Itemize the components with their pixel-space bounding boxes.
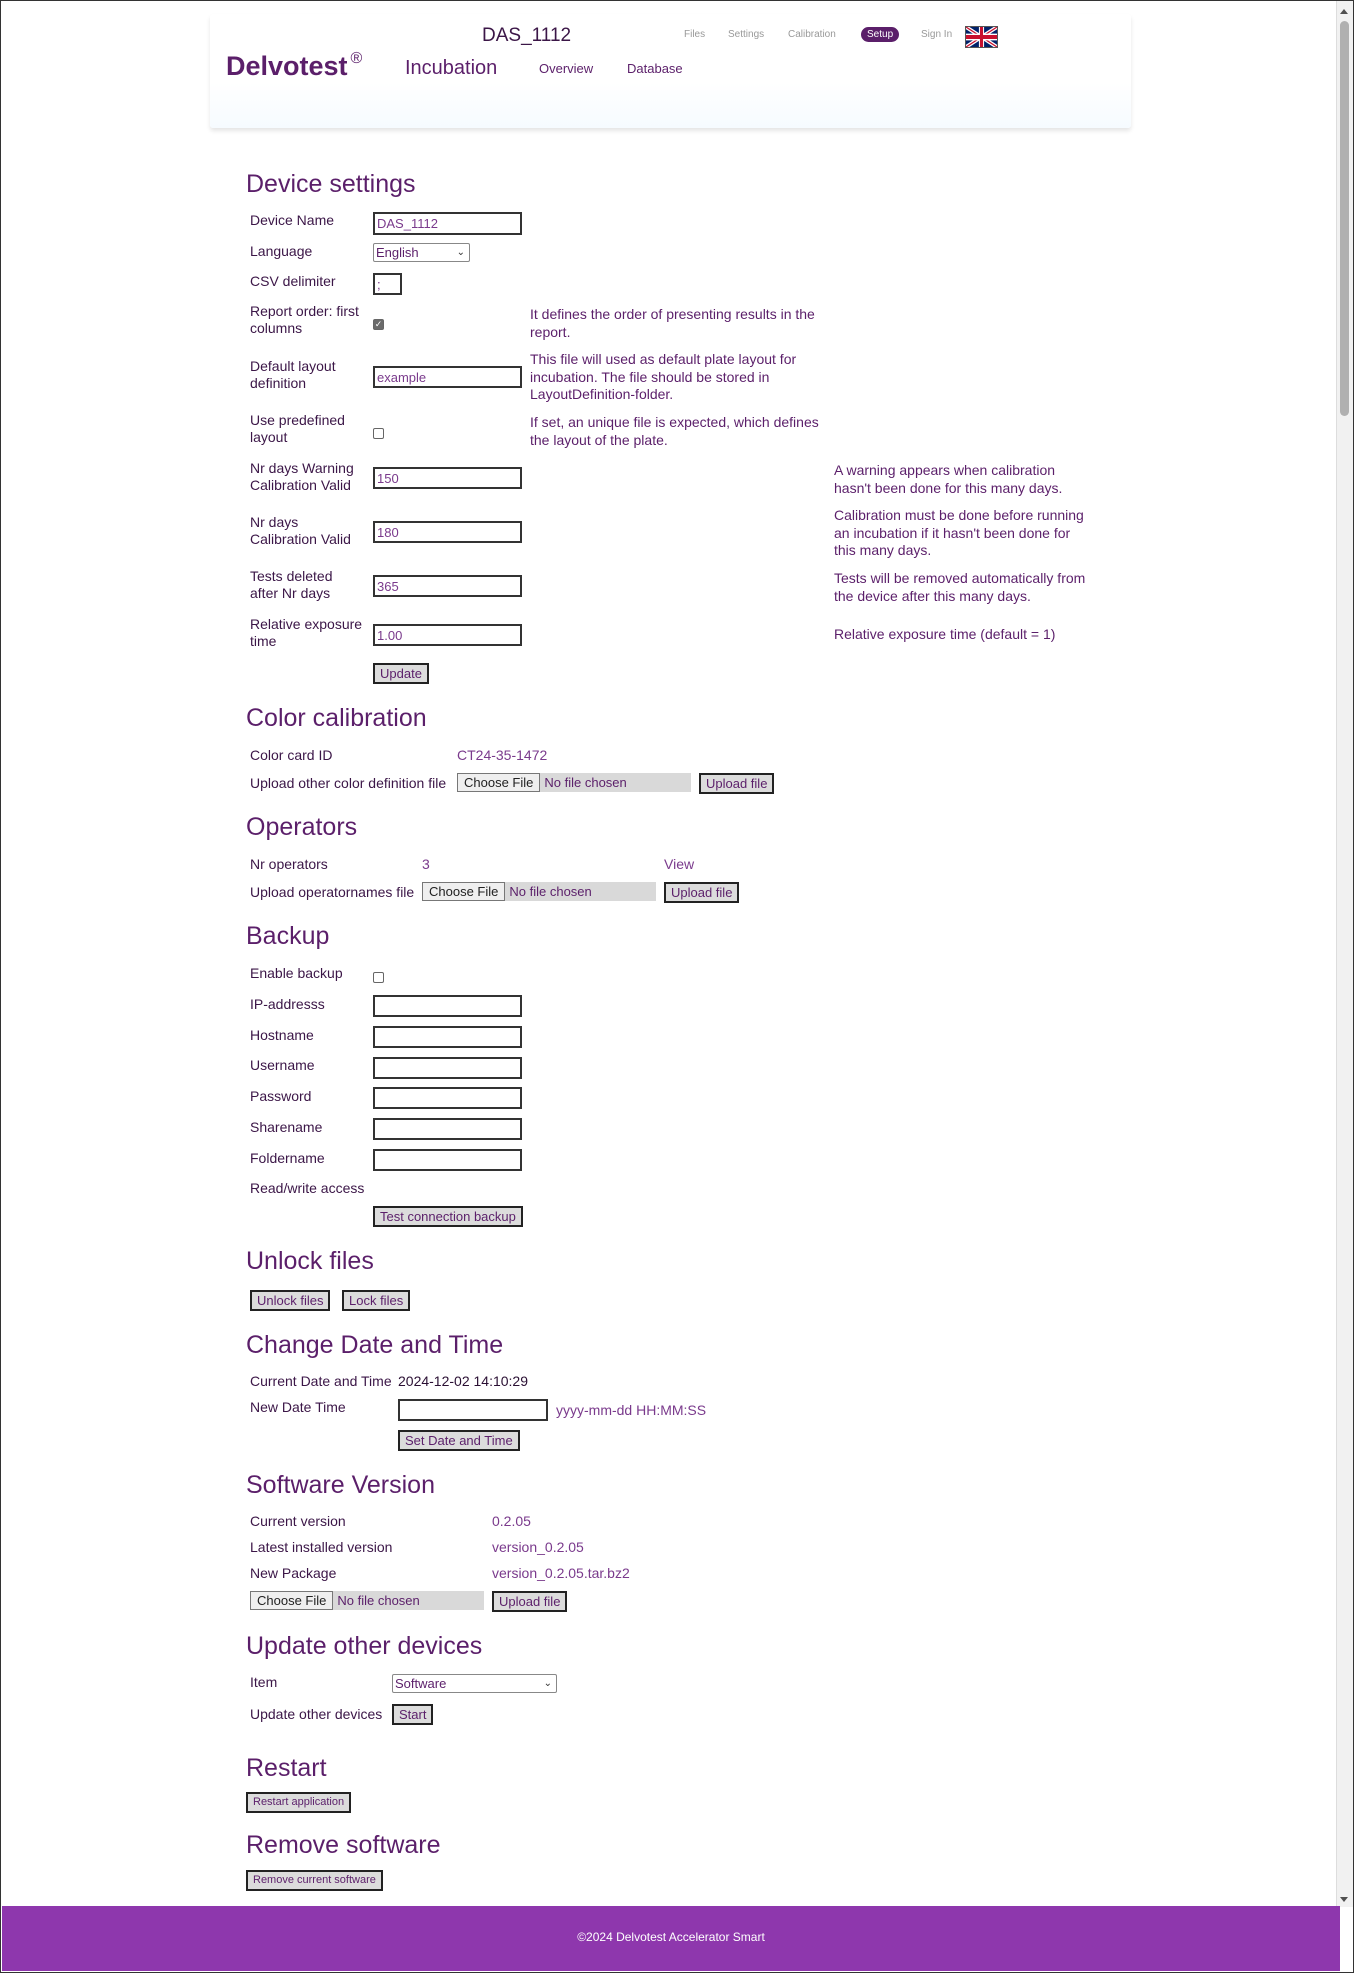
software-version-heading: Software Version [246,1471,435,1499]
vertical-scrollbar[interactable] [1336,1,1353,1907]
username-label: Username [250,1057,315,1073]
topnav-settings[interactable]: Settings [728,29,765,40]
operators-upload-label: Upload operatornames file [250,884,415,900]
nr-operators-value: 3 [422,856,430,872]
sharename-label: Sharename [250,1119,323,1135]
operators-heading: Operators [246,813,358,841]
enable-backup-checkbox[interactable] [373,972,384,983]
choose-file-button[interactable]: Choose File [422,882,505,901]
footer-text: ©2024 Delvotest Accelerator Smart [577,1930,765,1944]
footer [2,1906,1340,1971]
brand-name: Delvotest [226,51,348,81]
enable-backup-label: Enable backup [250,965,343,981]
current-datetime-label: Current Date and Time [250,1373,392,1389]
update-devices-label: Update other devices [250,1706,383,1722]
scroll-thumb[interactable] [1340,21,1349,416]
no-file-text: No file chosen [509,884,592,899]
hostname-label: Hostname [250,1027,314,1043]
choose-file-button[interactable]: Choose File [457,773,540,792]
restart-heading: Restart [246,1754,327,1782]
item-label: Item [250,1674,278,1690]
chevron-down-icon: ⌄ [543,1678,552,1689]
brand-logo[interactable] [226,51,362,82]
package-upload-button[interactable]: Upload file [492,1591,567,1612]
start-button[interactable]: Start [392,1704,433,1725]
exposure-label: Relative exposure time [250,616,363,649]
set-datetime-button[interactable]: Set Date and Time [398,1430,520,1451]
topnav-sign-in[interactable]: Sign In [921,29,953,40]
default-layout-desc: This file will used as default plate layout for incubation. The file should be stored in LayoutDefinition-folder. [530,351,797,402]
current-version-value: 0.2.05 [492,1513,531,1529]
unlock-files-button[interactable]: Unlock files [250,1290,330,1311]
ip-address-label: IP-addresss [250,996,325,1012]
page-name[interactable]: Incubation [405,57,498,79]
topnav-calibration[interactable]: Calibration [788,29,836,40]
update-button[interactable]: Update [373,663,429,684]
item-selected: Software [395,1676,447,1691]
current-datetime-value: 2024-12-02 14:10:29 [398,1373,528,1389]
device-name-input[interactable] [373,212,522,235]
new-package-value: version_0.2.05.tar.bz2 [492,1565,630,1581]
view-operators-link[interactable]: View [664,856,695,872]
report-order-label: Report order: first columns [250,303,359,336]
current-version-label: Current version [250,1513,346,1529]
color-card-id-value: CT24-35-1472 [457,747,548,763]
latest-version-value: version_0.2.05 [492,1539,584,1555]
device-settings-heading: Device settings [246,170,416,198]
color-upload-label: Upload other color definition file [250,775,447,791]
datetime-format-hint: yyyy-mm-dd HH:MM:SS [556,1402,707,1418]
color-file-input[interactable] [457,773,691,792]
device-title: DAS_1112 [482,25,572,46]
color-card-id-label: Color card ID [250,747,333,763]
foldername-label: Foldername [250,1150,325,1166]
color-calibration-heading: Color calibration [246,704,427,732]
lock-files-button[interactable]: Lock files [342,1290,410,1311]
package-file-input[interactable] [250,1591,484,1610]
valid-days-input[interactable] [373,521,522,543]
read-write-access-label: Read/write access [250,1180,365,1196]
latest-version-label: Latest installed version [250,1539,393,1555]
chevron-down-icon: ⌄ [456,247,465,258]
topnav-files[interactable]: Files [684,29,706,40]
nr-operators-label: Nr operators [250,856,328,872]
operators-upload-button[interactable]: Upload file [664,882,739,903]
operators-file-input[interactable] [422,882,656,901]
password-label: Password [250,1088,312,1104]
tests-deleted-input[interactable] [373,575,522,597]
csv-delimiter-label: CSV delimiter [250,273,336,289]
subnav-database[interactable]: Database [627,61,683,76]
language-select[interactable] [373,243,470,262]
test-connection-button[interactable]: Test connection backup [373,1206,523,1227]
report-order-checkbox[interactable]: ✓ [374,319,383,329]
warn-days-input[interactable] [373,467,522,489]
language-selected: English [376,245,419,260]
valid-days-desc: Calibration must be done before running an incubation if it hasn't been done for this many days. [834,507,1084,558]
remove-software-heading: Remove software [246,1831,441,1859]
language-label: Language [250,243,313,259]
warn-days-desc: A warning appears when calibration hasn't been done for this many days. [834,462,1063,496]
predefined-layout-checkbox[interactable] [373,428,384,439]
new-datetime-label: New Date Time [250,1399,346,1415]
valid-days-label: Nr days Calibration Valid [250,514,351,547]
warn-days-label: Nr days Warning Calibration Valid [250,460,354,493]
ip-address-input[interactable] [373,995,522,1017]
change-date-time-heading: Change Date and Time [246,1331,504,1359]
item-select[interactable] [392,1674,557,1693]
predefined-layout-label: Use predefined layout [250,412,345,445]
registered-mark: ® [350,50,363,67]
scroll-down-arrow-icon[interactable] [1340,1897,1348,1902]
topnav-setup[interactable]: Setup [861,27,899,42]
choose-file-button[interactable]: Choose File [250,1591,333,1610]
restart-application-button[interactable]: Restart application [246,1792,351,1813]
sharename-input[interactable] [373,1118,522,1140]
report-order-desc: It defines the order of presenting results in the report. [530,306,815,340]
password-input[interactable] [373,1087,522,1109]
unlock-files-heading: Unlock files [246,1247,374,1275]
device-name-label: Device Name [250,212,335,228]
hostname-input[interactable] [373,1026,522,1048]
tests-deleted-label: Tests deleted after Nr days [250,568,333,601]
foldername-input[interactable] [373,1149,522,1171]
new-datetime-input[interactable] [398,1399,548,1421]
remove-software-button[interactable]: Remove current software [246,1870,383,1891]
subnav-overview[interactable]: Overview [539,61,594,76]
new-package-label: New Package [250,1565,337,1581]
username-input[interactable] [373,1057,522,1079]
no-file-text: No file chosen [337,1593,420,1608]
scroll-up-arrow-icon[interactable] [1340,9,1348,14]
no-file-text: No file chosen [544,775,627,790]
default-layout-label: Default layout definition [250,358,336,391]
color-upload-button[interactable]: Upload file [699,773,774,794]
tests-deleted-desc: Tests will be removed automatically from the device after this many days. [834,570,1086,604]
predefined-layout-desc: If set, an unique file is expected, which defines the layout of the plate. [530,414,819,448]
csv-delimiter-input[interactable] [373,273,402,295]
exposure-desc: Relative exposure time (default = 1) [834,626,1056,642]
update-other-devices-heading: Update other devices [246,1632,483,1660]
uk-flag-icon[interactable] [965,26,998,48]
default-layout-input[interactable] [373,366,522,388]
backup-heading: Backup [246,922,330,950]
exposure-input[interactable] [373,624,522,646]
